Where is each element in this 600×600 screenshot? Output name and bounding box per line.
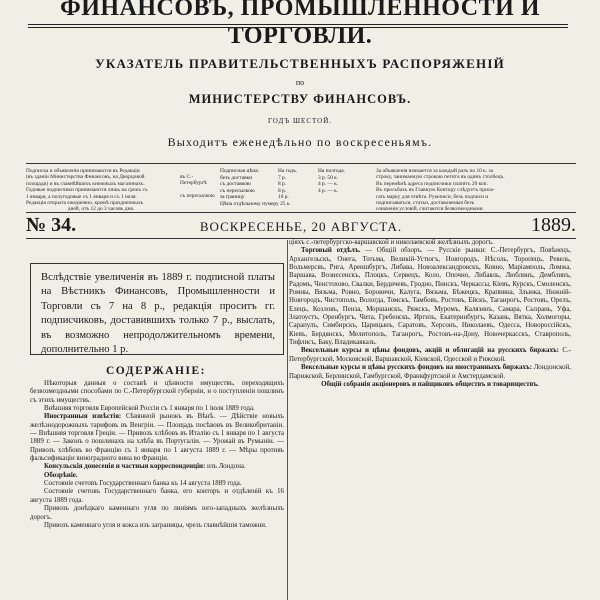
contents-heading: СОДЕРЖАНІЕ: xyxy=(106,365,206,377)
contents-item-text: Внѣшняя торговля Европейской Россіи съ 1 января по 1 іюля 1889 года. xyxy=(44,405,255,413)
masthead-title: ФИНАНСОВЪ, ПРОМЫШЛЕННОСТИ И ТОРГОВЛИ. xyxy=(60,0,540,49)
contents-item-text: Состояніе счетовъ Государственнаго банка, его конторъ и отдѣленій къ 16 августа 1889 года. xyxy=(30,488,284,504)
info-line: Въ просьбахъ въ Главную Контору слѣдуетъ прила- xyxy=(376,187,495,194)
contents-list-left xyxy=(30,380,284,530)
contents-item xyxy=(289,247,571,347)
weekly-note: Выходитъ еженедѣльно по воскресеньямъ. xyxy=(167,135,433,149)
contents-item xyxy=(30,413,284,463)
ministry-title: МИНИСТЕРСТВУ ФИНАНСОВЪ. xyxy=(188,92,412,106)
issue-number: № 34. xyxy=(26,214,77,236)
info-line: подписываться, статьи, доставляемыя безъ xyxy=(376,200,475,207)
contents-item-text: Состояніе счетовъ Государственнаго банка къ 14 августа 1889 года. xyxy=(44,480,242,488)
info-line: 1 января, а полугодовые съ 1 января и съ 1 іюля. xyxy=(26,193,137,200)
contents-item-text: С.-Петербургской, Московской, Варшавской, Кіевской, Одесской и Рижской. xyxy=(289,347,571,363)
contents-item xyxy=(30,480,284,488)
info-line: Въ перемѣнѣ адреса подписчики платятъ 20 коп. xyxy=(376,180,488,187)
subs-head: На полгода. xyxy=(318,168,345,174)
info-line: строку, занимаемую строкою петита въ одинъ столбецъ. xyxy=(376,174,505,181)
info-line: (въ зданіи Министерства Финансовъ, на Дворцовой xyxy=(26,174,145,181)
info-line: Подписка и объявленія принимаются въ Редакціи xyxy=(26,168,140,174)
contents-item xyxy=(289,347,571,364)
subs-cell xyxy=(318,194,348,201)
info-line: дней, отъ 12 до 3 часовъ дня. xyxy=(67,206,135,213)
contents-item-text: Привозъ каменнаго угля и кокса изъ заграницы, чрезъ главнѣйшія таможни. xyxy=(44,521,267,529)
subs-row xyxy=(220,194,348,201)
masthead-rule-2 xyxy=(28,27,568,28)
contents-item-heading: Обозрѣніе. xyxy=(44,471,78,479)
subs-head-row xyxy=(220,168,348,175)
subtitle-po: по xyxy=(295,78,305,87)
contents-item xyxy=(30,405,284,413)
subs-row xyxy=(220,188,348,195)
subs-cell: за границу xyxy=(220,194,245,201)
contents-item xyxy=(30,488,284,505)
rule-above-issue xyxy=(26,212,576,213)
contents-item-text: Лондонской, Парижской, Берлинской, Гамбургской, Франкфуртской и Амстердамской. xyxy=(289,364,571,380)
contents-list-right xyxy=(289,239,571,389)
subs-footer: Цѣна отдѣльному нумеру 25 к. xyxy=(220,200,291,207)
info-line: означенія условій, считаются безвозмездными. xyxy=(376,206,484,213)
subs-cell: 10 р. xyxy=(278,194,289,201)
issue-line xyxy=(26,214,576,238)
subs-row xyxy=(220,181,348,188)
column-divider xyxy=(287,240,288,600)
contents-item-text: ціяхъ с.-петербургско-варшавской и николаевской желѣзныхъ дорогъ. xyxy=(289,239,494,246)
contents-item-heading: Торговый отдѣлъ. xyxy=(301,247,361,255)
contents-item-heading: Вексельные курсы и цѣны русскихъ фондовъ на иностранныхъ биржахъ: xyxy=(301,364,532,372)
subs-cell: безъ доставки xyxy=(220,174,253,181)
subs-left-labels xyxy=(180,174,220,199)
subs-head: На годъ. xyxy=(278,168,298,174)
subtitle: УКАЗАТЕЛЬ ПРАВИТЕЛЬСТВЕННЫХЪ РАСПОРЯЖЕНІЙ xyxy=(95,56,505,71)
contents-item xyxy=(30,380,284,405)
subs-cell: 7 р. xyxy=(278,174,287,181)
subscription-info-left xyxy=(26,168,176,213)
contents-item-text: Привозъ донѣцкаго каменнаго угля по линіямъ юго-западныхъ желѣзныхъ дорогъ. xyxy=(30,505,284,521)
contents-item-text: — Общій обзоръ. — Русскіе рынки: С.-Петербургъ, Повѣнецъ, Архангельскъ, Онега, Тотьма, Великій-Устюгъ, Новгородъ, Нѣсоль, Торопецъ, Ревель, Вольмерсвъ, Рига, Ареншбургъ, Либава, Новоалександровскъ, Ковно, Маріамполь, Ломжа, Варшава, Вознесенскъ, Плоцкъ, Сервецъ, Коло, Опочно, Либавль, Люблинъ, Демблинъ, Радомъ, Ченстохово, Свалки, Бердичевъ, Гродно, Пинскъ, Черкассы, Кіевъ, Курскъ, Смоленскъ, Ромны, Вязьма, Ровно, Боровичи, Калуга, Вязьма, Бѣжецкъ, Крапивна, Злынка, Нижній-Новгородъ, Чистополь, Вологда, Томскъ, Тамбовъ, Ростовъ, Ейскъ, Таганрогъ, Ростовъ, Орелъ, Елецъ, Козловъ, Пенза, Моршанскъ, Ряжскъ, Муромъ, Калязинъ, Самара, Сызрань, Уфа, Златоустъ, Оренбургъ, Чита, Гребенскъ, Иргизъ, Екатеринбургъ, Казань, Вятка, Холмогоры, Сарапулъ, Симбирскъ, Царицынъ, Саратовъ, Херсонъ, Николаевъ, Одесса, Новороссійскъ, Кіевъ, Бердянскъ, Мелитополь, Таганрогъ, Ростовъ-на-Дону, Новочеркасскъ, Ставрополь, Тифлисъ, Баку, Владикавказъ. xyxy=(289,247,572,347)
issue-year: 1889. xyxy=(531,214,576,236)
subscription-info-right xyxy=(376,168,574,213)
subs-head: Подписная цѣна: xyxy=(220,168,260,174)
subs-cell: 4 р. — к. xyxy=(318,187,339,194)
subs-label: въ С.-Петербургѣ xyxy=(180,174,207,187)
contents-item-text: изъ Лондона. xyxy=(205,463,246,471)
contents-item xyxy=(30,505,284,522)
contents-item xyxy=(30,463,284,471)
contents-item-heading: Общій собранія акціонеровъ и пайщиковъ обществъ и товариществъ. xyxy=(321,380,539,388)
contents-item xyxy=(30,472,284,480)
info-line: Годовые подписчики принимаются лишь на срокъ съ xyxy=(26,187,148,194)
subs-cell: 3 р. 50 к. xyxy=(318,174,339,181)
subs-cell: 8 р. xyxy=(278,181,287,188)
contents-item xyxy=(30,522,284,530)
rule-top-info xyxy=(26,163,576,164)
subs-cell: 4 р. — к. xyxy=(318,181,339,188)
info-line: Редакція открыта ежедневно, кромѣ праздничныхъ xyxy=(26,200,144,207)
notice-box xyxy=(30,263,284,355)
info-line: За объявленія взимается за каждый разъ по 10 к. за xyxy=(376,168,494,174)
info-line: гать марку для отвѣта. Рукописи, безъ подписи и xyxy=(376,193,489,200)
subs-cell: 8 р. xyxy=(278,187,287,194)
year-of-publication: ГОДЪ ШЕСТОЙ. xyxy=(267,117,333,125)
contents-item-text: Нѣкоторыя данныя о составѣ и цѣнности имуществъ, переходящихъ безвозмездными способами по С.-Петербургской губерніи, и о поступленіи пошлинъ съ этихъ имуществъ. xyxy=(30,380,284,404)
contents-item-heading: Иностранныя извѣстія: xyxy=(44,413,122,421)
subs-cell: съ доставкою xyxy=(220,181,251,188)
info-line: площади) и въ главнѣйшихъ книжныхъ магазинахъ. xyxy=(26,180,145,187)
subscription-price-table xyxy=(220,168,348,208)
subs-row xyxy=(220,175,348,182)
contents-item-heading: Вексельные курсы и цѣны фондовъ, акцій и облигацій на русскихъ биржахъ: xyxy=(301,347,559,355)
contents-item xyxy=(289,364,571,381)
subs-label: съ пересылкою xyxy=(180,192,215,199)
masthead-rule xyxy=(28,24,568,25)
notice-text: Вслѣдствіе увеличенія въ 1889 г. подписной платы на Вѣстникъ Финансовъ, Промышленности и Торговли съ 7 на 8 р., редакція проситъ гг. подписчиковъ, доставившихъ только 7 р., выслать, въ возможно непродолжительномъ времени, дополнительно 1 р. xyxy=(41,272,275,356)
contents-item-text: Сѣвянной рынокъ въ Вѣнѣ. — Дѣйствіе новыхъ желѣзнодорожныхъ тарифовъ въ Венгріи. — Площадь посѣвовъ въ Великобританіи. — Внѣшняя торговля Греціи. — Привозъ хлѣбовъ въ Италію съ 1 января по 1 августа 1889 г. — Законъ о пошлинахъ на хлѣба въ Португаліи. — Урожай въ Румыніи. — Привозъ хлѣбовъ во Францію съ 1 января по 1 августа 1889 г. — Мѣры противъ фальсификаціи виноградного вина во Франціи. xyxy=(30,413,284,463)
contents-item-heading: Консульскія донесенія и частныя корреспонденціи: xyxy=(44,463,206,471)
contents-item xyxy=(289,239,571,247)
issue-date: ВОСКРЕСЕНЬЕ, 20 АВГУСТА. xyxy=(199,219,403,234)
subs-cell: съ пересылкою xyxy=(220,187,255,194)
contents-item xyxy=(289,381,571,389)
